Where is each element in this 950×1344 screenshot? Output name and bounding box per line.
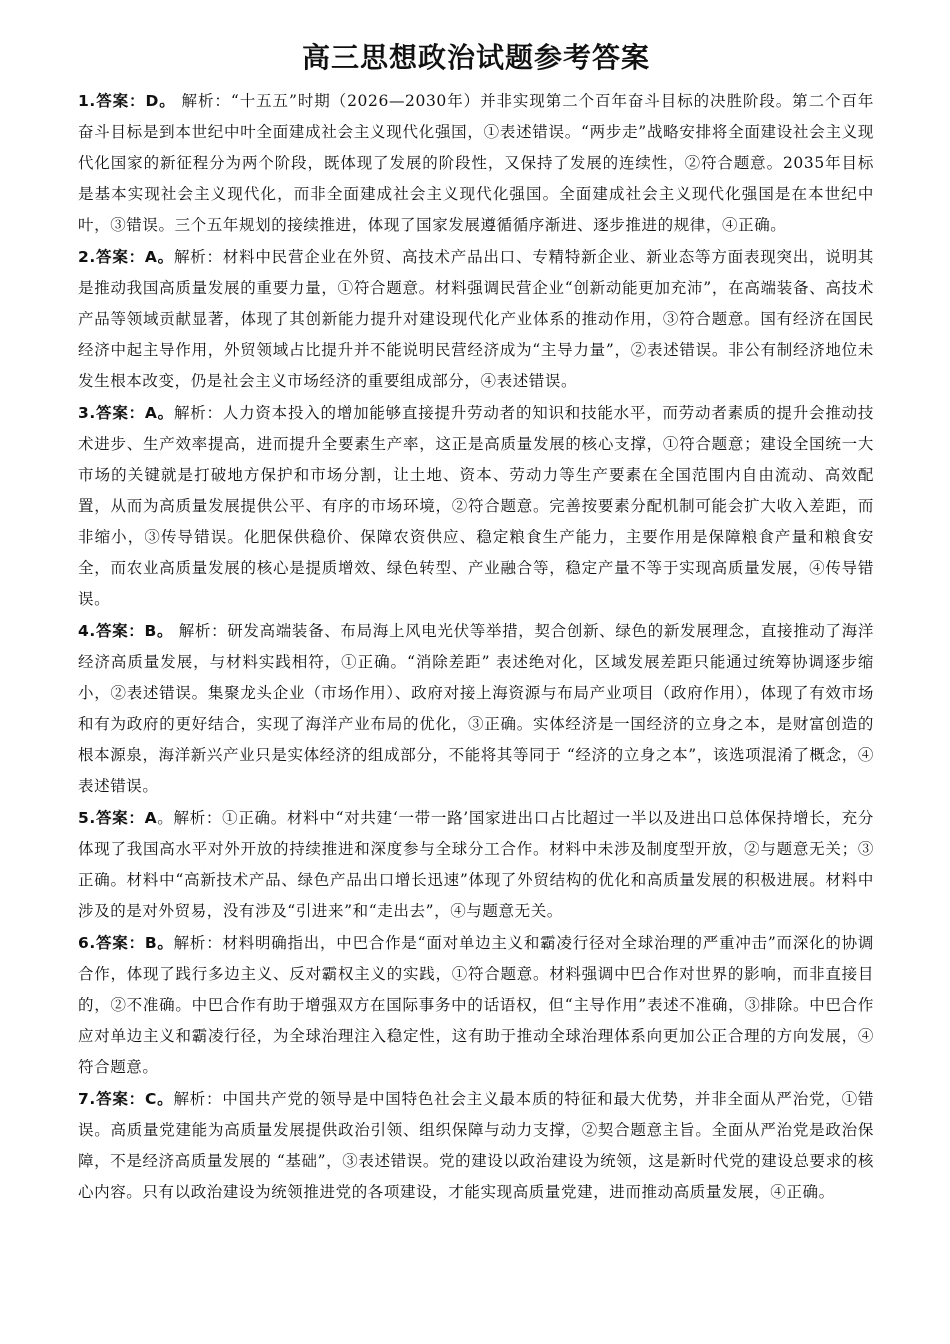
answer-6 bbox=[78, 928, 874, 1083]
answer-5-explanation: 。解析：①正确。材料中“对共建‘一带一路’国家进出口占比超过一半以及进出口总体保持增长，充分体现了我国高水平对外开放的持续推进和深度参与全球分工合作。材料中未涉及制度型开放，②与题意无关；③正确。材料中“高新技术产品、绿色产品出口增长迅速”体现了外贸结构的优化和高质量发展的积极进展。材料中涉及的是对外贸易，没有涉及“引进来”和“走出去”，④与题意无关。 bbox=[78, 809, 874, 920]
answer-5-label: 5.答案：A bbox=[78, 809, 158, 827]
answer-4-explanation: 解析：研发高端装备、布局海上风电光伏等举措，契合创新、绿色的新发展理念，直接推动了海洋经济高质量发展，与材料实践相符，①正确。“消除差距” 表述绝对化，区域发展差距只能通过统筹协调逐步缩小，②表述错误。集聚龙头企业（市场作用）、政府对接上海资源与布局产业项目（政府作用），体现了有效市场和有为政府的更好结合，实现了海洋产业布局的优化，③正确。实体经济是一国经济的立身之本，是财富创造的根本源泉，海洋新兴产业只是实体经济的组成部分，不能将其等同于 “经济的立身之本”，该选项混淆了概念，④表述错误。 bbox=[78, 622, 874, 795]
answer-2 bbox=[78, 242, 874, 397]
answer-3-label: 3.答案：A。 bbox=[78, 404, 174, 422]
answer-6-explanation: 解析：材料明确指出，中巴合作是“面对单边主义和霸凌行径对全球治理的严重冲击”而深化的协调合作，体现了践行多边主义、反对霸权主义的实践，①符合题意。材料强调中巴合作对世界的影响，而非直接目的，②不准确。中巴合作有助于增强双方在国际事务中的话语权，但“主导作用”表述不准确，③排除。中巴合作应对单边主义和霸凌行径，为全球治理注入稳定性，这有助于推动全球治理体系向更加公正合理的方向发展，④符合题意。 bbox=[78, 934, 874, 1076]
answer-3-explanation: 解析：人力资本投入的增加能够直接提升劳动者的知识和技能水平，而劳动者素质的提升会推动技术进步、生产效率提高，进而提升全要素生产率，这正是高质量发展的核心支撑，①符合题意；建设全国统一大市场的关键就是打破地方保护和市场分割，让土地、资本、劳动力等生产要素在全国范围内自由流动、高效配置，从而为高质量发展提供公平、有序的市场环境，②符合题意。完善按要素分配机制可能会扩大收入差距，而非缩小，③传导错误。化肥保供稳价、保障农资供应、稳定粮食生产能力，主要作用是保障粮食产量和粮食安全，而农业高质量发展的核心是提质增效、绿色转型、产业融合等，稳定产量不等于实现高质量发展，④传导错误。 bbox=[78, 404, 874, 608]
answer-7 bbox=[78, 1084, 874, 1208]
answer-7-label: 7.答案：C。 bbox=[78, 1090, 174, 1108]
answer-1-label: 1.答案：D。 bbox=[78, 92, 176, 110]
answer-4 bbox=[78, 616, 874, 802]
answer-2-label: 2.答案：A。 bbox=[78, 248, 174, 266]
page-title: 高三思想政治试题参考答案 bbox=[301, 41, 650, 74]
answer-7-explanation: 解析：中国共产党的领导是中国特色社会主义最本质的特征和最大优势，并非全面从严治党，①错误。高质量党建能为高质量发展提供政治引领、组织保障与动力支撑，②契合题意主旨。全面从严治党是政治保障，不是经济高质量发展的 “基础”，③表述错误。党的建设以政治建设为统领，这是新时代党的建设总要求的核心内容。只有以政治建设为统领推进党的各项建设，才能实现高质量党建，进而推动高质量发展，④正确。 bbox=[78, 1090, 874, 1201]
answer-3 bbox=[78, 398, 874, 615]
answer-1-explanation: 解析：“十五五”时期（2026—2030年）并非实现第二个百年奋斗目标的决胜阶段。第二个百年奋斗目标是到本世纪中叶全面建成社会主义现代化强国，①表述错误。“两步走”战略安排将全面建设社会主义现代化国家的新征程分为两个阶段，既体现了发展的阶段性，又保持了发展的连续性，②符合题意。2035年目标是基本实现社会主义现代化，而非全面建成社会主义现代化强国。全面建成社会主义现代化强国是在本世纪中叶，③错误。三个五年规划的接续推进，体现了国家发展遵循循序渐进、逐步推进的规律，④正确。 bbox=[78, 92, 874, 234]
answer-4-label: 4.答案：B。 bbox=[78, 622, 174, 640]
answer-6-label: 6.答案：B。 bbox=[78, 934, 174, 952]
answer-2-explanation: 解析：材料中民营企业在外贸、高技术产品出口、专精特新企业、新业态等方面表现突出，说明其是推动我国高质量发展的重要力量，①符合题意。材料强调民营企业“创新动能更加充沛”，在高端装备、高技术产品等领域贡献显著，体现了其创新能力提升对建设现代化产业体系的推动作用，③符合题意。国有经济在国民经济中起主导作用，外贸领域占比提升并不能说明民营经济成为“主导力量”，②表述错误。非公有制经济地位未发生根本改变，仍是社会主义市场经济的重要组成部分，④表述错误。 bbox=[78, 248, 874, 390]
answer-5 bbox=[78, 803, 874, 927]
answer-1 bbox=[78, 86, 874, 241]
